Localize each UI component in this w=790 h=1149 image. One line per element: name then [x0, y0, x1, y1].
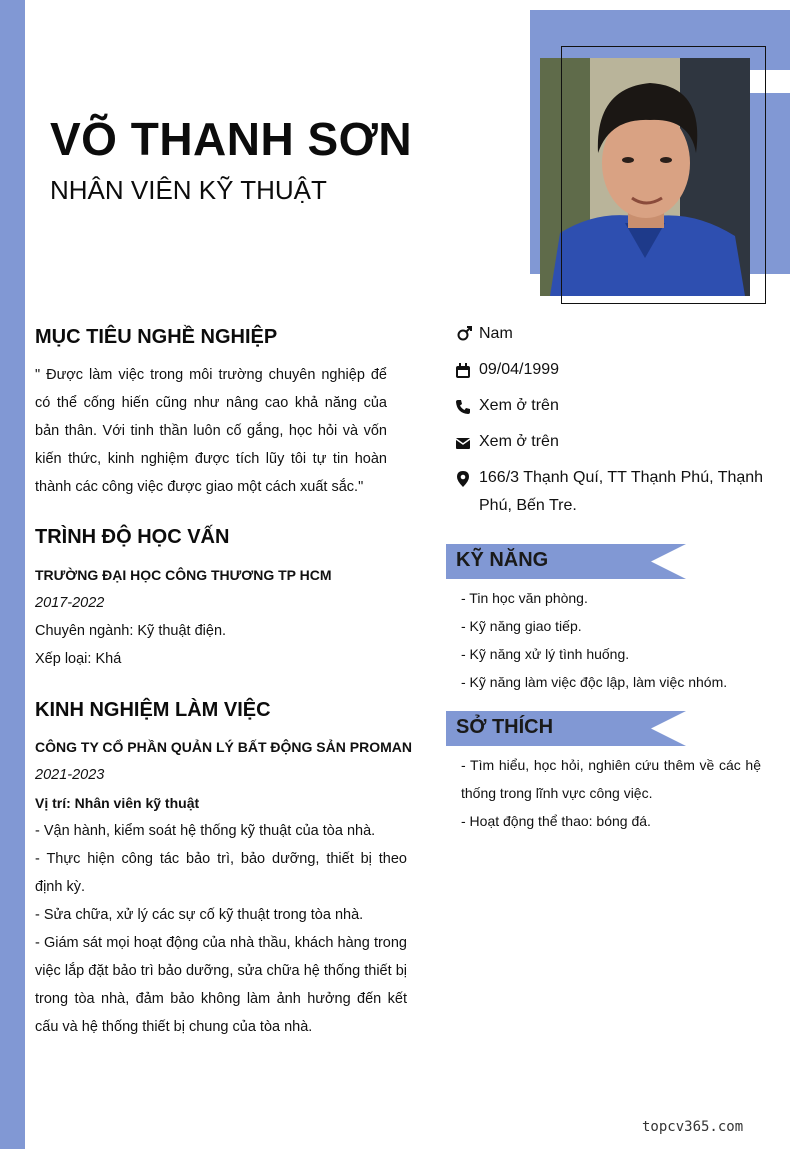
address-value: 166/3 Thạnh Quí, TT Thạnh Phú, Thạnh Phú, Bến Tre.: [479, 469, 764, 514]
contact-dob: [455, 356, 775, 384]
location-pin-icon: [455, 469, 471, 485]
candidate-role: NHÂN VIÊN KỸ THUẬT: [50, 175, 327, 205]
hobbies-title: SỞ THÍCH: [456, 716, 554, 738]
photo-frame: [561, 46, 766, 304]
contact-phone: [455, 392, 775, 420]
objective-text: " Được làm việc trong môi trường chuyên nghiệp để có thể cống hiến cũng như nâng cao khả năng của bản thân. Với tinh thần luôn cố gắng, học hỏi và vốn kiến thức, kinh nghiệm được tích lũy tôi tự tin hoàn thành các công việc được giao một cách xuất sắc.": [35, 367, 387, 495]
calendar-icon: [455, 361, 471, 377]
experience-position: Vị trí: Nhân viên kỹ thuật: [35, 795, 200, 811]
objective-title: MỤC TIÊU NGHỀ NGHIỆP: [35, 326, 278, 348]
left-accent-bar: [0, 0, 25, 1149]
phone-value: Xem ở trên: [479, 397, 559, 414]
footer-watermark: topcv365.com: [642, 1119, 744, 1135]
email-icon: [455, 433, 471, 449]
hobby-item: - Tìm hiểu, học hỏi, nghiên cứu thêm về các hệ thống trong lĩnh vực công việc.: [461, 757, 761, 801]
gender-icon: [455, 325, 471, 341]
hobby-item: - Hoạt động thể thao: bóng đá.: [461, 813, 651, 829]
education-school: TRƯỜNG ĐẠI HỌC CÔNG THƯƠNG TP HCM: [35, 567, 332, 583]
skills-title: KỸ NĂNG: [456, 549, 549, 571]
skill-item: - Kỹ năng xử lý tình huống.: [461, 646, 630, 662]
skill-item: - Tin học văn phòng.: [461, 590, 588, 606]
experience-company: CÔNG TY CỔ PHẦN QUẢN LÝ BẤT ĐỘNG SẢN PROMAN: [35, 739, 412, 755]
education-period: 2017-2022: [35, 595, 105, 611]
education-title: TRÌNH ĐỘ HỌC VẤN: [35, 526, 230, 548]
experience-duty: - Vận hành, kiểm soát hệ thống kỹ thuật của tòa nhà.: [35, 823, 376, 839]
experience-duty: - Giám sát mọi hoạt động của nhà thầu, khách hàng trong việc lắp đặt bảo trì bảo dưỡng, sửa chữa hệ thống thiết bị trong tòa nhà, đảm bảo không làm ảnh hưởng đến kết cấu và hệ thống thiết bị chung của tòa nhà.: [35, 935, 407, 1035]
skills-ribbon: [446, 544, 686, 579]
education-major: Chuyên ngành: Kỹ thuật điện.: [35, 623, 227, 639]
hobbies-ribbon: [446, 711, 686, 746]
experience-title: KINH NGHIỆM LÀM VIỆC: [35, 699, 271, 721]
contact-gender: [455, 320, 775, 348]
contact-address: [455, 464, 775, 520]
contact-email: [455, 428, 775, 456]
skill-item: - Kỹ năng giao tiếp.: [461, 618, 582, 634]
experience-period: 2021-2023: [35, 767, 105, 783]
experience-duty: - Thực hiện công tác bảo trì, bảo dưỡng, thiết bị theo định kỳ.: [35, 851, 407, 895]
candidate-name: VÕ THANH SƠN: [50, 113, 413, 165]
experience-duty: - Sửa chữa, xử lý các sự cố kỹ thuật trong tòa nhà.: [35, 907, 364, 923]
education-grade: Xếp loại: Khá: [35, 651, 122, 667]
skill-item: - Kỹ năng làm việc độc lập, làm việc nhóm.: [461, 674, 728, 690]
dob-value: 09/04/1999: [479, 361, 560, 378]
gender-value: Nam: [479, 325, 513, 342]
phone-icon: [455, 397, 471, 413]
email-value: Xem ở trên: [479, 433, 559, 450]
